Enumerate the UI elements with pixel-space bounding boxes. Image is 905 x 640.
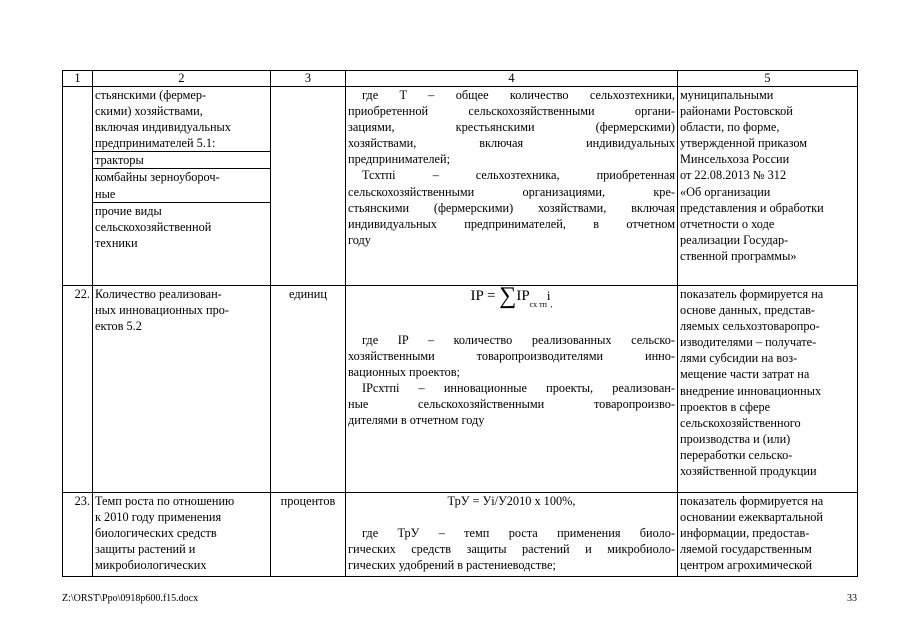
- method-cell: [346, 493, 678, 577]
- indicator-line: тракторы: [95, 153, 144, 168]
- method-line: хозяйственными товаропроизводителями инно-: [348, 349, 675, 364]
- indicator-line: комбайны зерноубороч-: [95, 170, 220, 185]
- indicator-line: микробиологических: [95, 558, 207, 573]
- formula-lhs: IP =: [470, 288, 500, 304]
- row-number: 22.: [63, 286, 93, 493]
- formula-subscript: сх тп: [529, 300, 547, 309]
- source-line: переработки сельско-: [680, 447, 793, 462]
- method-line: предпринимателей;: [348, 152, 451, 167]
- method-line: гических средств защиты растений и микробиоло-: [348, 542, 675, 557]
- method-line: зациями, крестьянскими (фермерскими): [348, 120, 675, 135]
- source-line: проектов в сфере: [680, 399, 771, 414]
- method-line: Тсхтпi – сельхозтехника, приобретенная: [362, 168, 675, 183]
- indicator-name-cell: [93, 87, 271, 286]
- table-row-22: [63, 286, 858, 493]
- source-line: реализации Государ-: [680, 232, 789, 247]
- footer-page-number: 33: [847, 593, 857, 604]
- method-cell: [346, 87, 678, 286]
- indicator-line: ных инновационных про-: [95, 303, 229, 318]
- row-number-cell: [63, 87, 93, 286]
- source-line: центром агрохимической: [680, 558, 813, 573]
- method-line: дителями в отчетном году: [348, 413, 485, 428]
- method-line: хозяйствами, включая индивидуальных: [348, 136, 675, 151]
- header-cell-3: 3: [271, 71, 346, 87]
- method-line: приобретенной сельскохозяйственными органи-: [348, 104, 675, 119]
- formula-term: IP: [516, 288, 530, 304]
- table-header-row: [63, 71, 858, 87]
- indicator-name-cell: [93, 493, 271, 577]
- method-line: ные сельскохозяйственными товаропроизво-: [348, 397, 675, 412]
- indicator-line: защиты растений и: [95, 542, 196, 557]
- source-cell: [678, 286, 858, 493]
- source-line: показатель формируется на: [680, 494, 824, 508]
- method-line: где ТрУ – темп роста применения биоло-: [362, 526, 675, 541]
- method-line: где IP – количество реализованных сельско-: [362, 333, 675, 347]
- method-line: сельскохозяйственными организациями, кре-: [348, 184, 675, 199]
- indicator-line: скими) хозяйствами,: [95, 104, 203, 119]
- source-line: лями субсидии на воз-: [680, 351, 798, 366]
- source-line: представления и обработки: [680, 200, 824, 215]
- table-row-23: [63, 493, 858, 577]
- source-line: районами Ростовской: [680, 104, 793, 119]
- indicator-line: ектов 5.2: [95, 319, 142, 334]
- subindicator-tractors: [93, 151, 270, 168]
- header-cell-2: 2: [93, 71, 271, 87]
- source-line: хозяйственной продукции: [680, 464, 817, 479]
- indicator-line: ные: [95, 186, 116, 201]
- formula-comma: ,: [550, 300, 553, 309]
- source-line: производства и (или): [680, 431, 791, 446]
- footer-file-path: Z:\ORST\Ppo\0918p600.f15.docx: [62, 593, 199, 604]
- table-row-continuation: [63, 87, 858, 286]
- indicator-line: биологических средств: [95, 526, 217, 541]
- indicator-line: Темп роста по отношению: [95, 494, 235, 508]
- source-line: от 22.08.2013 № 312: [680, 168, 787, 183]
- subindicator-combines: [93, 168, 270, 201]
- source-line: основе данных, представ-: [680, 303, 815, 318]
- sigma-symbol: ∑: [499, 285, 517, 309]
- header-cell-5: 5: [678, 71, 858, 87]
- method-cell: [346, 286, 678, 493]
- method-line: индивидуальных предпринимателей, в отчетном: [348, 216, 675, 231]
- method-line: стьянскими (фермерскими) хозяйствами, включая: [348, 200, 675, 215]
- unit-cell: процентов: [271, 493, 346, 577]
- indicator-line: к 2010 году применения: [95, 510, 222, 525]
- source-line: изводителями – получате-: [680, 335, 817, 350]
- source-line: ляемых сельхозтоваропро-: [680, 319, 820, 334]
- source-line: области, по форме,: [680, 120, 780, 135]
- indicator-line: предпринимателей 5.1:: [95, 136, 216, 151]
- subindicator-other-machinery: [93, 202, 270, 251]
- source-line: ляемой государственным: [680, 542, 812, 557]
- method-line: IPсхтпi – инновационные проекты, реализован-: [362, 381, 675, 396]
- indicator-line: прочие виды: [95, 203, 162, 218]
- source-line: муниципальными: [680, 88, 774, 102]
- source-line: утвержденной приказом: [680, 136, 808, 151]
- indicator-line: сельскохозяйственной: [95, 219, 212, 234]
- indicator-name-cell: [93, 286, 271, 493]
- source-line: основании ежеквартальной: [680, 510, 824, 525]
- unit-cell: единиц: [271, 286, 346, 493]
- unit-cell: [271, 87, 346, 286]
- source-line: Минсельхоза России: [680, 152, 790, 167]
- formula-index: i: [546, 288, 551, 303]
- source-line: отчетности о ходе: [680, 216, 775, 231]
- document-table: [62, 70, 858, 577]
- source-cell: [678, 87, 858, 286]
- source-line: мещение части затрат на: [680, 367, 810, 382]
- source-line: информации, предостав-: [680, 526, 810, 541]
- indicator-line: Количество реализован-: [95, 287, 222, 301]
- source-line: внедрение инновационных: [680, 383, 822, 398]
- indicator-line: техники: [95, 235, 138, 250]
- formula-ip: [348, 286, 675, 312]
- indicator-line: включая индивидуальных: [95, 120, 231, 135]
- source-line: показатель формируется на: [680, 287, 824, 301]
- header-cell-1: 1: [63, 71, 93, 87]
- source-cell: [678, 493, 858, 577]
- source-line: «Об организации: [680, 184, 771, 199]
- method-line: гических удобрений в растениеводстве;: [348, 558, 556, 573]
- row-number: 23.: [63, 493, 93, 577]
- indicator-line: стьянскими (фермер-: [95, 88, 207, 102]
- source-line: сельскохозяйственного: [680, 415, 801, 430]
- method-line: году: [348, 232, 371, 247]
- method-line: где Т – общее количество сельхозтехники,: [362, 88, 675, 102]
- formula-tru: ТрУ = Уi/У2010 х 100%,: [447, 494, 576, 508]
- header-cell-4: 4: [346, 71, 678, 87]
- source-line: ственной программы»: [680, 248, 797, 263]
- method-line: вационных проектов;: [348, 365, 460, 380]
